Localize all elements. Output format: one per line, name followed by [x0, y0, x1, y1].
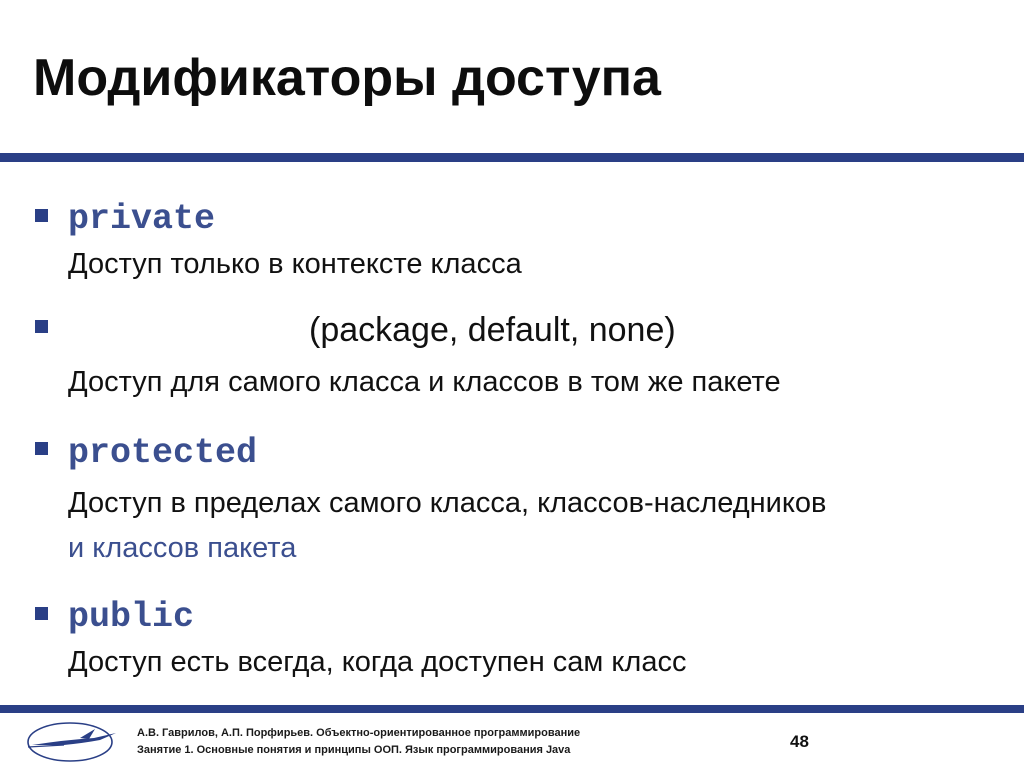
- modifier-description-protected: Доступ в пределах самого класса, классов-наследников: [68, 487, 827, 519]
- title-divider: [0, 153, 1024, 162]
- modifier-keyword-public: public: [68, 597, 195, 637]
- bullet-icon: [35, 209, 48, 222]
- footer-lesson-topic: Занятие 1. Основные понятия и принципы ООП. Язык программирования Java: [137, 744, 571, 756]
- modifier-description-private: Доступ только в контексте класса: [68, 248, 522, 280]
- modifier-keyword-private: private: [68, 199, 216, 239]
- modifier-keyword-protected: protected: [68, 433, 258, 473]
- bullet-icon: [35, 320, 48, 333]
- footer-authors-course: А.В. Гаврилов, А.П. Порфирьев. Объектно-ориентированное программирование: [137, 727, 581, 739]
- page-number: 48: [790, 732, 809, 751]
- modifier-description-public: Доступ есть всегда, когда доступен сам класс: [68, 646, 687, 678]
- bullet-icon: [35, 607, 48, 620]
- slide-title: Модификаторы доступа: [33, 49, 661, 107]
- globe-logo-icon: [24, 718, 126, 764]
- bullet-icon: [35, 442, 48, 455]
- modifier-description-protected-continued: и классов пакета: [68, 532, 297, 564]
- footer-divider: [0, 705, 1024, 713]
- modifier-description-package: Доступ для самого класса и классов в том же пакете: [68, 366, 781, 398]
- modifier-aliases-package: (package, default, none): [309, 311, 676, 349]
